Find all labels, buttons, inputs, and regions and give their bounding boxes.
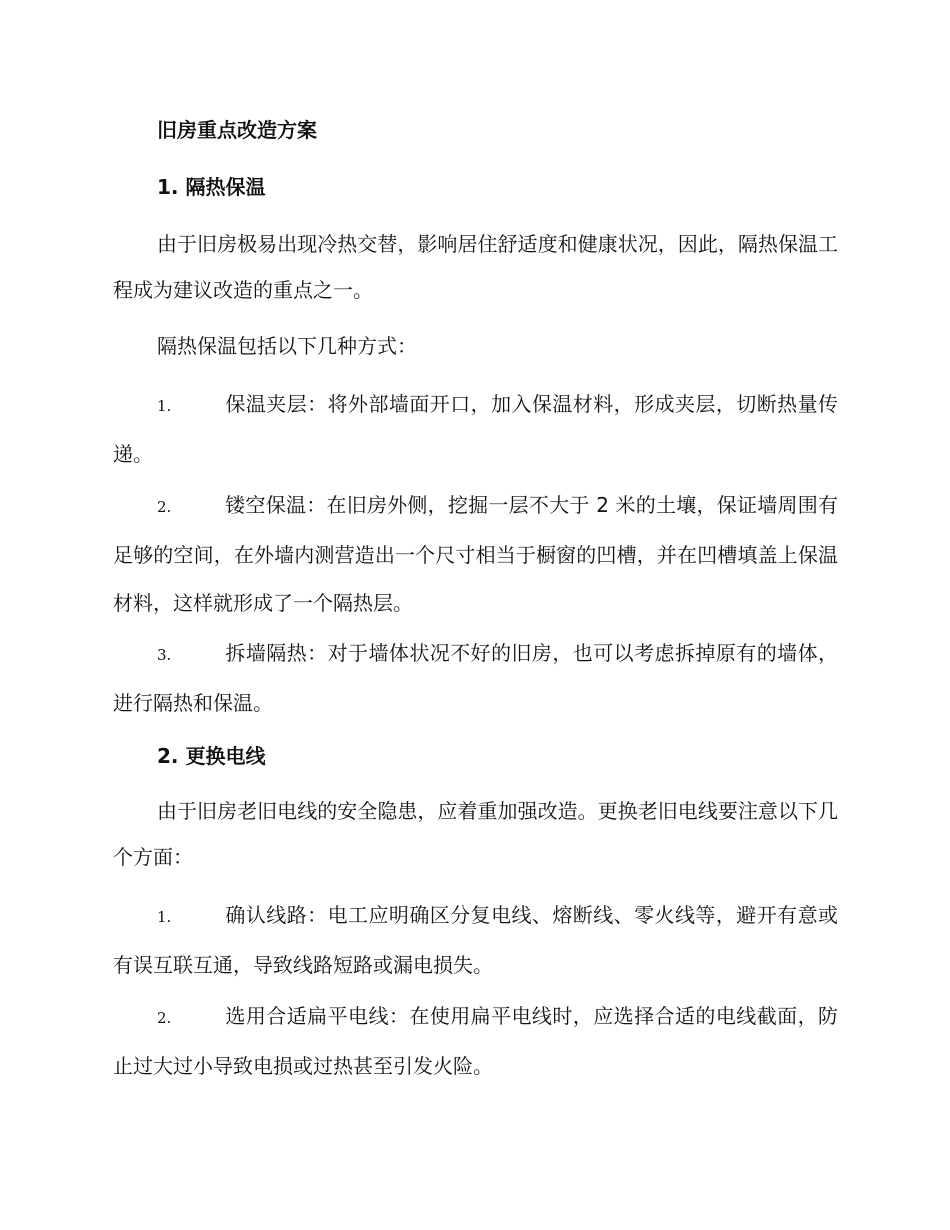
section-intro-wiring: 由于旧房老旧电线的安全隐患，应着重加强改造。更换老旧电线要注意以下几个方面： [113,799,838,869]
list-item [113,992,838,1090]
document-title: 旧房重点改造方案 [157,118,317,142]
list-item [113,891,838,989]
section-heading-wiring: 2. 更换电线 [157,744,266,768]
section-lead-insulation: 隔热保温包括以下几种方式： [157,334,417,358]
section-intro-insulation: 由于旧房极易出现冷热交替，影响居住舒适度和健康状况，因此，隔热保温工程成为建议改造的重点之一。 [113,232,838,302]
list-item-text: 镂空保温：在旧房外侧，挖掘一层不大于 2 米的土壤，保证墙周围有足够的空间，在外墙内测营造出一个尺寸相当于橱窗的凹槽，并在凹槽填盖上保温材料，这样就形成了一个隔热层。 [113,493,838,615]
list-item-number: 2. [157,498,172,516]
list-item-number: 3. [157,646,172,664]
list-item-text: 保温夹层：将外部墙面开口，加入保温材料，形成夹层，切断热量传递。 [113,392,838,466]
list-item-number: 1. [157,397,172,415]
list-item [113,481,838,627]
list-item-text: 选用合适扁平电线：在使用扁平电线时，应选择合适的电线截面，防止过大过小导致电损或过热甚至引发火险。 [113,1004,838,1078]
list-item [113,629,838,727]
list-item-number: 1. [157,908,172,926]
list-item-number: 2. [157,1009,172,1027]
list-item-text: 确认线路：电工应明确区分复电线、熔断线、零火线等，避开有意或有误互联互通，导致线路短路或漏电损失。 [113,903,838,977]
list-item [113,380,838,478]
list-item-text: 拆墙隔热：对于墙体状况不好的旧房，也可以考虑拆掉原有的墙体，进行隔热和保温。 [113,641,838,715]
section-heading-insulation: 1. 隔热保温 [157,175,266,199]
